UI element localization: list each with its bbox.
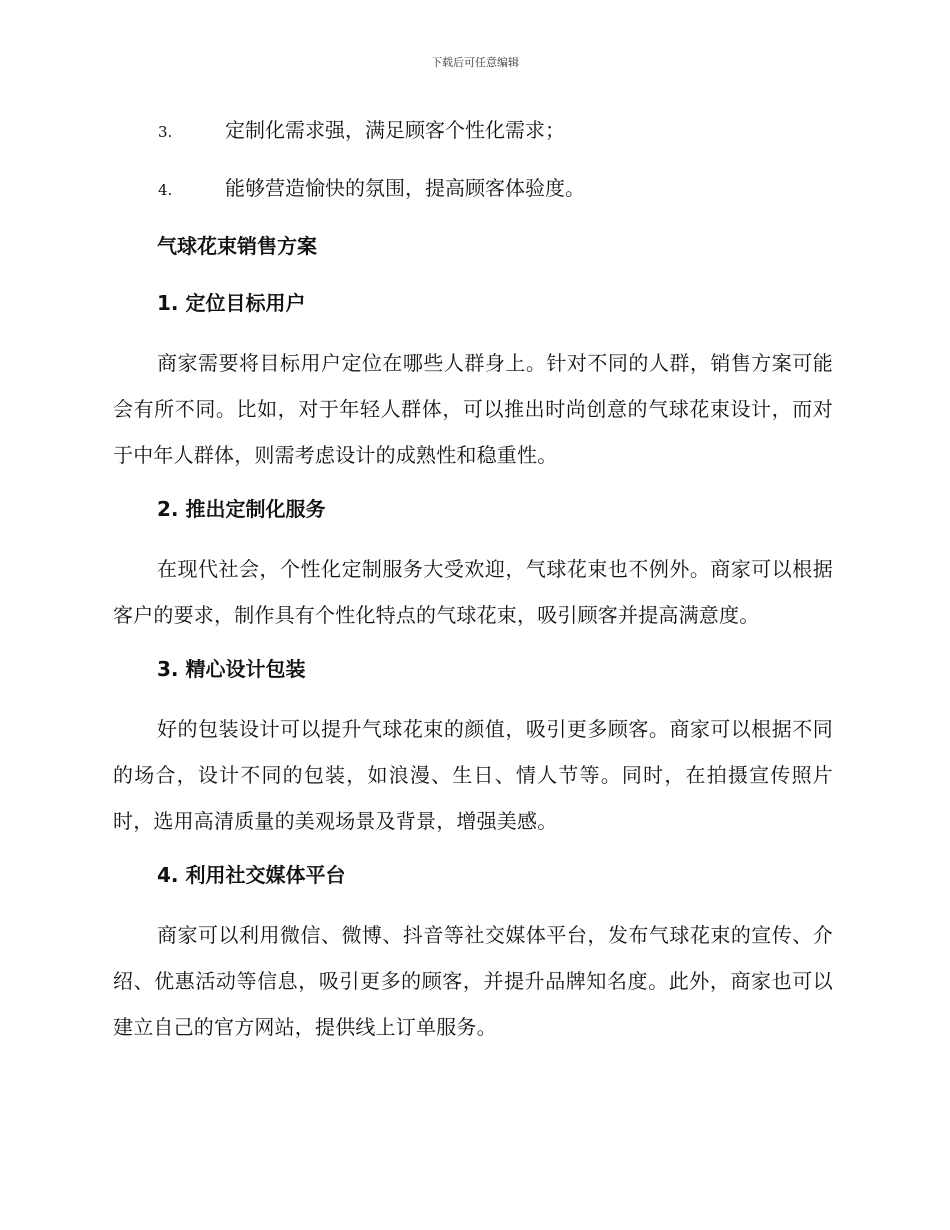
list-number: 3. [158, 123, 173, 141]
section-heading-1: 1. 定位目标用户 [157, 291, 306, 315]
document-body [113, 110, 833, 1061]
list-text: 定制化需求强，满足顾客个性化需求； [225, 118, 565, 142]
section-paragraph-1: 商家需要将目标用户定位在哪些人群身上。针对不同的人群，销售方案可能会有所不同。比如，对于年轻人群体，可以推出时尚创意的气球花束设计，而对于中年人群体，则需考虑设计的成熟性和稳重性。 [113, 351, 833, 467]
section-heading-2: 2. 推出定制化服务 [157, 497, 326, 521]
section-heading-3: 3. 精心设计包装 [157, 657, 306, 681]
section-paragraph-4: 商家可以利用微信、微博、抖音等社交媒体平台，发布气球花束的宣传、介绍、优惠活动等信息，吸引更多的顾客，并提升品牌知名度。此外，商家也可以建立自己的官方网站，提供线上订单服务。 [113, 923, 833, 1039]
section-heading-4: 4. 利用社交媒体平台 [157, 863, 346, 887]
list-item [113, 110, 833, 150]
section-paragraph-2: 在现代社会，个性化定制服务大受欢迎，气球花束也不例外。商家可以根据客户的要求，制作具有个性化特点的气球花束，吸引顾客并提高满意度。 [113, 557, 833, 627]
list-text: 能够营造愉快的氛围，提高顾客体验度。 [225, 176, 585, 200]
page-header-note: 下载后可任意编辑 [431, 56, 519, 69]
list-item [113, 168, 833, 208]
section-paragraph-3: 好的包装设计可以提升气球花束的颜值，吸引更多顾客。商家可以根据不同的场合，设计不同的包装，如浪漫、生日、情人节等。同时，在拍摄宣传照片时，选用高清质量的美观场景及背景，增强美感。 [113, 717, 833, 833]
list-number: 4. [158, 181, 173, 199]
document-title: 气球花束销售方案 [157, 234, 317, 258]
